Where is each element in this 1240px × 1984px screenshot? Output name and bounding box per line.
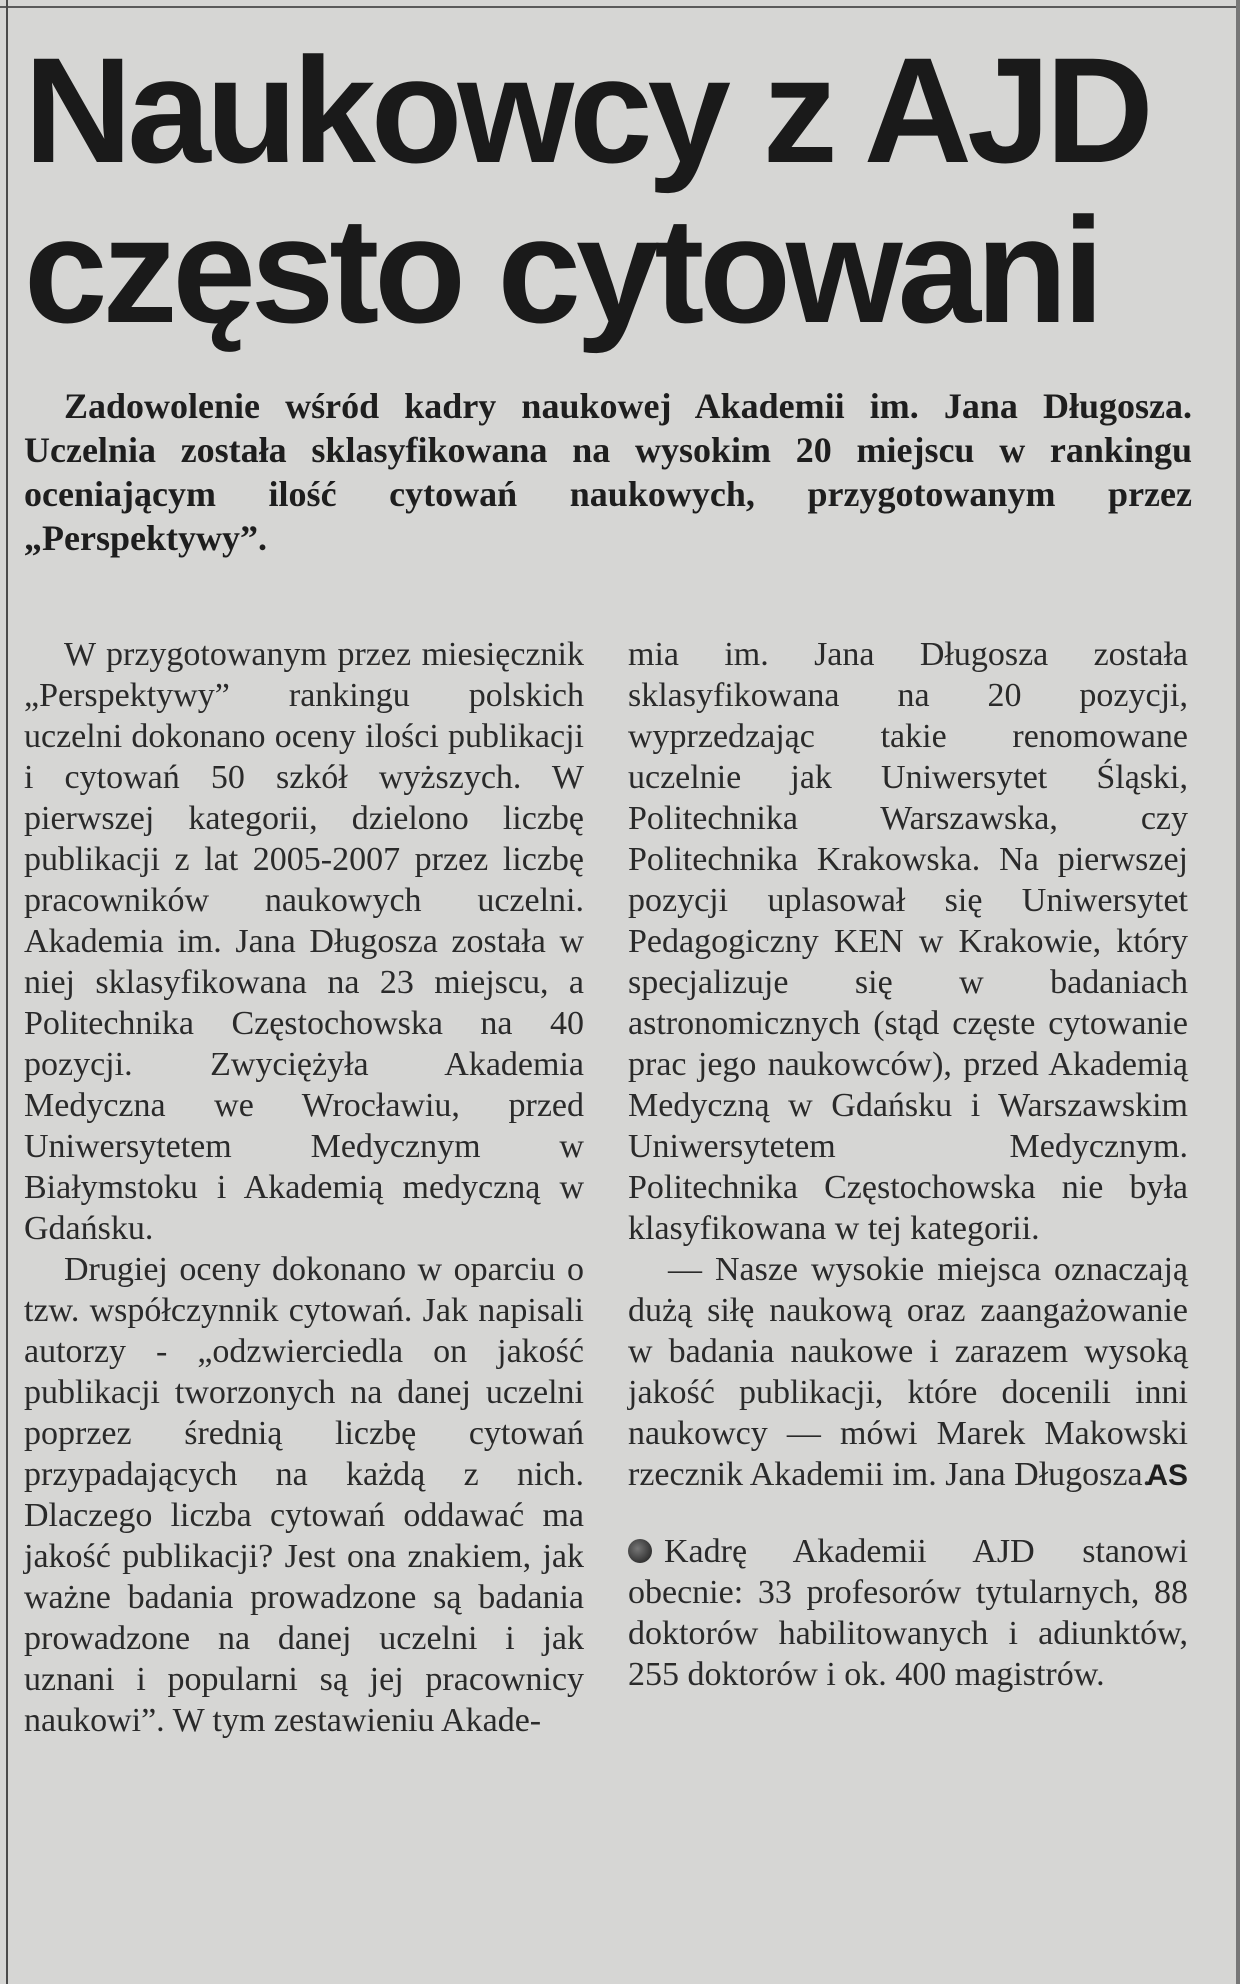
staff-note-text: Kadrę Akademii AJD stanowi obecnie: 33 profesorów tytularnych, 88 doktorów habilitowanych i adiunktów, 255 doktorów i ok. 400 magistrów. — [628, 1533, 1188, 1693]
right-column — [628, 634, 1188, 1695]
left-column — [24, 634, 584, 1741]
clipping-left-edge — [6, 0, 8, 1984]
left-paragraph-1: W przygotowanym przez miesięcznik „Perspektywy” rankingu polskich uczelni dokonano oceny ilości publikacji i cytowań 50 szkół wyższych. W pierwszej kategorii, dzielono liczbę publikacji z lat 2005-2007 przez liczbę pracowników naukowych uczelni. Akademia im. Jana Długosza została w niej sklasyfikowana na 23 miejscu, a Politechnika Częstochowska na 40 pozycji. Zwyciężyła Akademia Medyczna we Wrocławiu, przed Uniwersytetem Medycznym w Białymstoku i Akademią medyczną w Gdańsku. — [24, 636, 584, 1247]
right-paragraph-2: — Nasze wysokie miejsca oznaczają dużą siłę naukową oraz zaangażowanie w badania naukowe i zarazem wysoką jakość publikacji, które docenili inni naukowcy — mówi Marek Makowski rzecznik Akademii im. Jana Długosza. — [628, 1251, 1188, 1493]
left-paragraph-2: Drugiej oceny dokonano w oparciu o tzw. współczynnik cytowań. Jak napisali autorzy - „odzwierciedla on jakość publikacji tworzonych na danej uczelni poprzez średnią liczbę cytowań przypadających na każdą z nich. Dlaczego liczba cytowań oddawać ma jakość publikacji? Jest ona znakiem, jak ważne badania prowadzone są badania prowadzone na danej uczelni i jak uznani i popularni są jej pracownicy naukowi”. W tym zestawieniu Akade- — [24, 1251, 584, 1739]
author-signature: AS — [1146, 1459, 1188, 1492]
headline-line-1: Naukowcy z AJD — [24, 26, 1149, 194]
clipping-top-edge — [0, 6, 1240, 8]
clipping-right-edge — [1236, 0, 1240, 1984]
headline-line-2: często cytowani — [24, 186, 1100, 354]
lead-paragraph: Zadowolenie wśród kadry naukowej Akademii im. Jana Długosza. Uczelnia została sklasyfikowana na wysokim 20 miejscu w rankingu oceniającym ilość cytowań naukowych, przygotowanym przez „Perspektywy”. — [24, 386, 1192, 558]
staff-note — [628, 1531, 1188, 1695]
headline — [24, 26, 1149, 354]
bullet-icon — [628, 1539, 652, 1563]
right-paragraph-1: mia im. Jana Długosza została sklasyfikowana na 20 pozycji, wyprzedzając takie renomowane uczelnie jak Uniwersytet Śląski, Politechnika Warszawska, czy Politechnika Krakowska. Na pierwszej pozycji uplasował się Uniwersytet Pedagogiczny KEN w Krakowie, który specjalizuje się w badaniach astronomicznych (stąd częste cytowanie prac jego naukowców), przed Akademią Medyczną w Gdańsku i Warszawskim Uniwersytetem Medycznym. Politechnika Częstochowska nie była klasyfikowana w tej kategorii. — [628, 636, 1188, 1247]
